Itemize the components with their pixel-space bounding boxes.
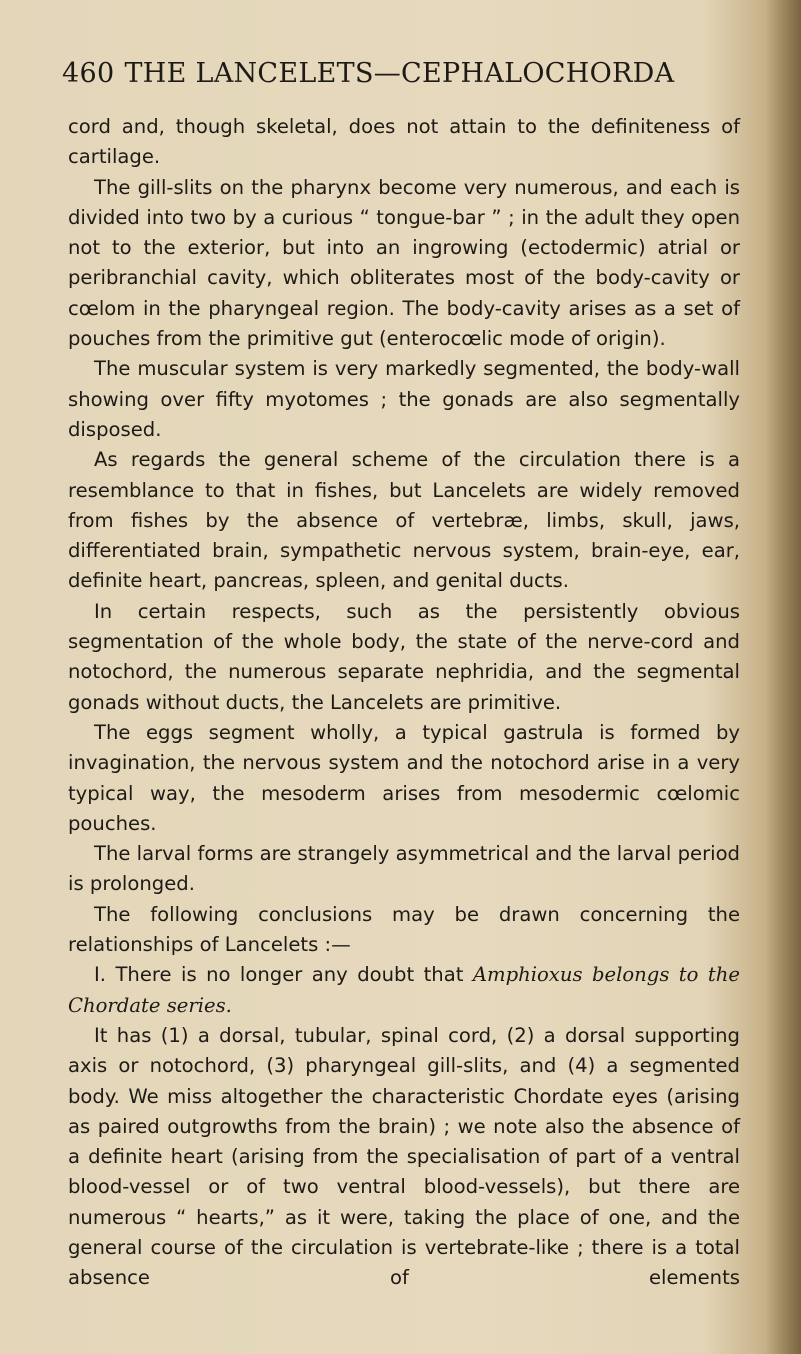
paragraph: In certain respects, such as the persistently obvious segmentation of the whole body, the state of the nerve-cord and notochord, the numerous separate nephridia, and the segmental gonads without ducts, the Lancelets are primitive. [68, 599, 740, 714]
paragraph: As regards the general scheme of the circulation there is a resemblance to that in fishes, but Lancelets are widely removed from fishes by the absence of vertebræ, limbs, skull, jaws, differentiated brain, sympathetic nervous system, brain-eye, ear, definite heart, pancreas, spleen, and genital ducts. [68, 448, 740, 593]
conclusion-lead: I. There is no longer any doubt that [94, 963, 473, 987]
paragraph: It has (1) a dorsal, tubular, spinal cord, (2) a dorsal supporting axis or notochord, (3) pharyngeal gill-slits, and (4) a segmented body. We miss altogether the characteristic Chordate eyes (arising as paired outgrowths from the brain) ; we note also the absence of a definite heart (arising from the specialisation of part of a ventral blood-vessel or of two ventral blood-vessels), but there are numerous “ hearts,” as it were, taking the place of one, and the general course of the circulation is vertebrate-like ; there is a total absence of elements [68, 1023, 740, 1290]
page-number: 460 [62, 58, 115, 89]
paragraph: The eggs segment wholly, a typical gastrula is formed by invagination, the nervous system and the notochord arise in a very typical way, the mesoderm arises from mesodermic cœlomic pouches. [68, 720, 740, 835]
conclusion-paragraph [68, 960, 740, 1021]
paragraph: The gill-slits on the pharynx become very numerous, and each is divided into two by a curious “ tongue-bar ” ; in the adult they open not to the exterior, but into an ingrowing (ectodermic) atrial or peribranchial cavity, which obliterates most of the body-cavity or cœlom in the pharyngeal region. The body-cavity arises as a set of pouches from the primitive gut (enterocœlic mode of origin). [68, 175, 740, 351]
running-head [62, 58, 674, 89]
page-edge-shadow [765, 0, 801, 1354]
paragraph: cord and, though skeletal, does not attain to the definiteness of cartilage. [68, 115, 740, 169]
body-text [68, 112, 740, 1294]
paragraph: The muscular system is very markedly segmented, the body-wall showing over fifty myotomes ; the gonads are also segmentally disposed. [68, 357, 740, 441]
paragraph: The larval forms are strangely asymmetrical and the larval period is prolonged. [68, 842, 740, 896]
chapter-title: THE LANCELETS—CEPHALOCHORDA [124, 58, 675, 89]
paragraph: The following conclusions may be drawn concerning the relationships of Lancelets :— [68, 902, 740, 957]
conclusion-italic: Amphioxus belongs to the Chordate series. [68, 963, 741, 1017]
